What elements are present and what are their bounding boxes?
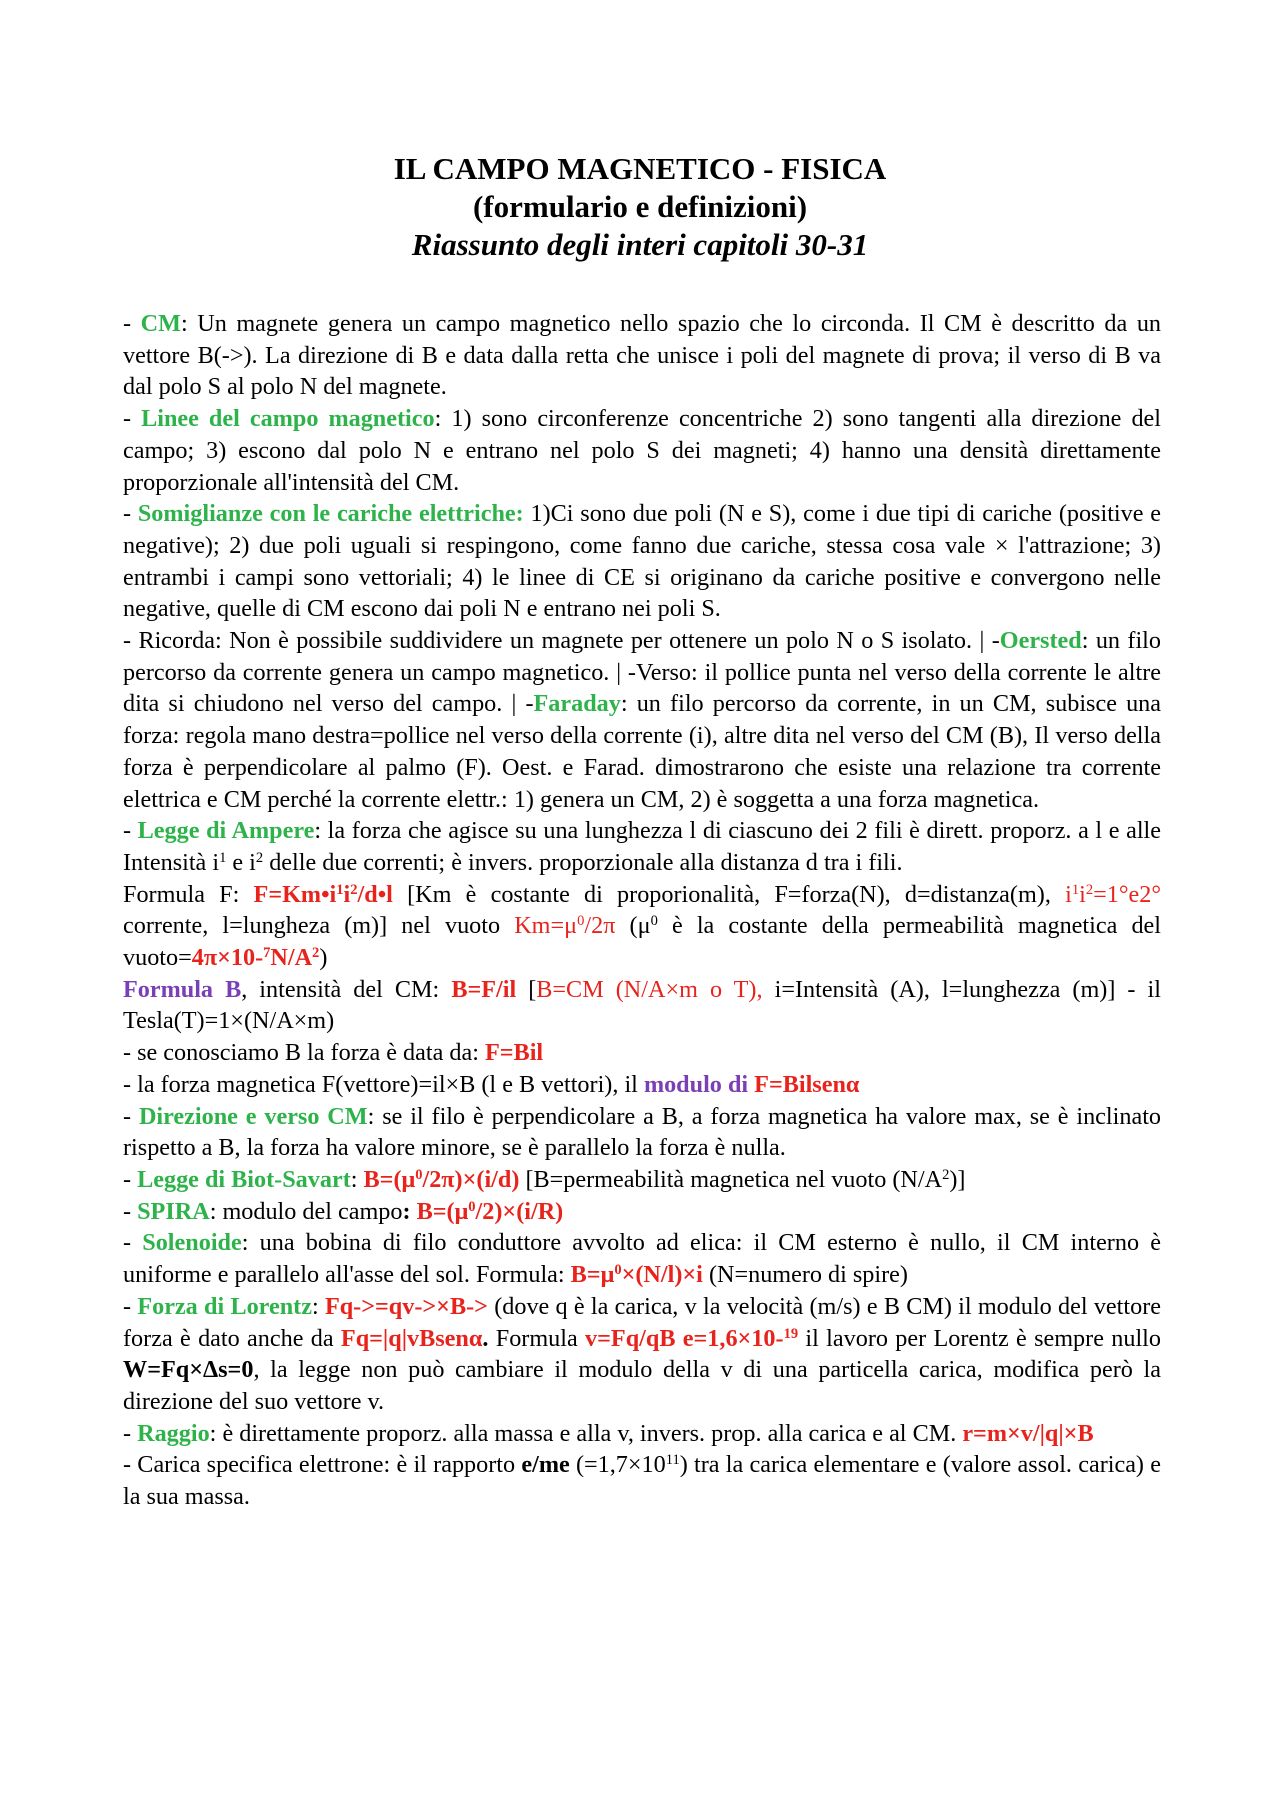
term-lorentz: Forza di Lorentz (137, 1292, 312, 1320)
paragraph-raggio (123, 1418, 1161, 1450)
faraday-text: : un filo percorso da corrente, in un CM, subisce una forza: regola mano destra=pollice nel verso della corrente (i), altre dita nel verso del CM (B), Il verso della forza è perpendicolare al palmo (F). Oest. e Farad. dimostrarono che esiste una relazione tra corrente elettrica e CM perché la corrente elettr.: 1) genera un CM, 2) è soggetta a una forza magnetica. (123, 690, 1161, 813)
formula-f-text: ) (319, 944, 328, 972)
superscript: 2 (312, 945, 320, 962)
paragraph-direzione (123, 1101, 1161, 1164)
permeability-value (192, 944, 320, 971)
term-oersted: Oersted (999, 627, 1082, 655)
formula-raggio: r=m×v/|q|×B (962, 1419, 1094, 1447)
dash: - (123, 817, 138, 845)
paragraph-carica (123, 1449, 1161, 1512)
lorentz-text: Formula (488, 1324, 586, 1352)
formula-part: /2π)×(i/d) (422, 1165, 520, 1193)
formula-part: Km=μ (514, 912, 578, 940)
formula-work: W=Fq×Δs=0 (123, 1356, 254, 1384)
paragraph-solenoide (123, 1227, 1161, 1290)
formula-spira (417, 1198, 564, 1225)
term-cm: CM (140, 310, 181, 337)
superscript: 0 (577, 913, 585, 930)
term-raggio: Raggio (137, 1419, 210, 1447)
paragraph-cm (123, 308, 1161, 403)
formula-part: B=(μ (363, 1165, 416, 1193)
somiglianze-text: 1)Ci sono due poli (N e S), come i due tipi di cariche (positive e negative); 2) due poli uguali si respingono, come fanno due cariche, stessa cosa vale × l'attrazione; 3) entrambi i campi sono vettoriali; 4) le linee di CE si originano da cariche positive e convergono nelle negative, quelle di CM escono dai poli N e entrano nei poli S. (123, 500, 1161, 623)
formula-b-text: , intensità del CM: (241, 975, 452, 1003)
term-linee: Linee del campo magnetico (141, 405, 435, 433)
current-index (1065, 881, 1161, 908)
lorentz-text: (dove q è la carica, v la velocità (m/s) e B CM) il modulo del vettore forza è dato anche da (123, 1292, 1161, 1352)
dash: - (123, 405, 142, 433)
dash: - (123, 1165, 138, 1193)
paragraph-formula-f (123, 879, 1161, 974)
formula-f-label: Formula F: (123, 880, 254, 908)
lorentz-dot: . (482, 1324, 489, 1352)
biot-text: : (350, 1165, 364, 1193)
ampere-text: delle due correnti; è invers. proporzionale alla distanza d tra i fili. (263, 848, 903, 876)
superscript: 2 (350, 881, 358, 898)
term-biot: Legge di Biot-Savart (137, 1165, 351, 1193)
formula-part: i (343, 880, 351, 908)
unit-b: B=CM (N/A×m o T), (536, 975, 763, 1003)
formula-biot (364, 1166, 520, 1193)
paragraph-linee (123, 403, 1161, 498)
solenoide-text: (N=numero di spire) (702, 1261, 908, 1289)
formula-part: N/A (270, 944, 313, 972)
formula-part: =1°e2° (1093, 880, 1161, 908)
paragraph-lorentz (123, 1291, 1161, 1418)
spira-text: : modulo del campo (209, 1197, 403, 1225)
paragraph-formula-b (123, 974, 1161, 1037)
heading-modulo: modulo di (643, 1070, 755, 1098)
superscript: 7 (263, 945, 271, 962)
term-spira: SPIRA (137, 1197, 210, 1225)
spira-colon: : (402, 1197, 417, 1225)
formula-part: B=(μ (416, 1197, 469, 1225)
formula-f-text: è la costante della permeabilità magnetica del vuoto= (123, 912, 1161, 972)
formula-b-text: i=Intensità (A), l=lunghezza (m)] - il Tesla(T)=1×(N/A×m) (123, 975, 1161, 1035)
page-subtitle: (formulario e definizioni) (472, 189, 808, 224)
paragraph-bil (123, 1037, 1161, 1069)
oersted-text: : un filo percorso da corrente genera un campo magnetico. | -Verso: il pollice punta nel verso della corrente le altre dita si chiudono nel verso del campo. | - (123, 627, 1161, 718)
formula-bil: F=Bil (485, 1039, 544, 1067)
formula-velocity (585, 1325, 798, 1352)
superscript: 19 (783, 1325, 799, 1342)
formula-f (254, 881, 393, 908)
biot-text: )] (949, 1165, 966, 1193)
linee-text: : 1) sono circonferenze concentriche 2) sono tangenti alla direzione del campo; 3) escono dal polo N e entrano nel polo S dei magneti; 4) hanno una densità direttamente proporzionale all'intensità del CM. (123, 405, 1161, 496)
document-body (123, 308, 1161, 1513)
formula-b-text: [ (516, 975, 537, 1003)
superscript: 11 (665, 1452, 680, 1469)
dash: - (123, 1292, 138, 1320)
ampere-text: : la forza che agisce su una lunghezza l di ciascuno dei 2 fili è dirett. proporz. a l e alle Intensità i (123, 817, 1162, 876)
formula-part: ×(N/l)×i (621, 1261, 703, 1289)
ricorda-text: - Ricorda: Non è possibile suddividere un magnete per ottenere un polo N o S isolato. | - (123, 627, 1000, 655)
charge-ratio: e/me (521, 1451, 570, 1479)
dash: - (123, 1419, 138, 1447)
superscript: 2 (1085, 881, 1094, 898)
formula-solenoide (571, 1261, 703, 1288)
term-ampere: Legge di Ampere (137, 817, 315, 845)
paragraph-vettore (123, 1069, 1161, 1101)
dash: - (123, 1102, 139, 1130)
superscript: 2 (255, 849, 264, 866)
vettore-text: - la forza magnetica F(vettore)=il×B (l e B vettori), il (123, 1070, 644, 1098)
bil-text: - se conosciamo B la forza è data da: (123, 1039, 485, 1067)
formula-part: F=Km•i (253, 880, 337, 908)
page-title: IL CAMPO MAGNETICO - FISICA (393, 151, 887, 186)
lorentz-text: , la legge non può cambiare il modulo della v di una particella carica, modifica però la direzione del suo vettore v. (123, 1356, 1161, 1415)
paragraph-biot (123, 1164, 1161, 1196)
formula-f-text: corrente, l=lungheza (m)] nel vuoto (123, 912, 515, 940)
formula-b: B=F/il (451, 975, 517, 1003)
carica-text: - Carica specifica elettrone: è il rapporto (123, 1451, 522, 1479)
formula-part: v=Fq/qB e=1,6×10- (585, 1324, 784, 1352)
dash: - (123, 310, 141, 337)
carica-text: ) tra la carica elementare e (valore assol. carica) e la sua massa. (123, 1451, 1161, 1511)
cm-text: : Un magnete genera un campo magnetico nello spazio che lo circonda. Il CM è descritto da un vettore B(->). La direzione di B e data dalla retta che unisce i poli del magnete di prova; il verso di B va dal polo S al polo N del magnete. (123, 310, 1162, 401)
superscript: 1 (336, 881, 344, 898)
term-direzione: Direzione e verso CM (138, 1102, 368, 1130)
dash: - (123, 1229, 143, 1257)
dash: - (123, 1197, 138, 1225)
page-summary: Riassunto degli interi capitoli 30-31 (411, 227, 869, 262)
lorentz-text: : (311, 1292, 325, 1320)
raggio-text: : è direttamente proporz. alla massa e alla v, invers. prop. alla carica e al CM. (209, 1419, 963, 1447)
formula-f-text: (μ (615, 912, 651, 940)
term-somiglianze: Somiglianze con le cariche elettriche: (137, 500, 524, 528)
superscript: 1 (219, 849, 227, 866)
title-block (0, 150, 1280, 264)
heading-formula-b: Formula B (123, 975, 242, 1003)
formula-part: i (1079, 880, 1086, 908)
formula-lorentz-modulo: Fq=|q|vBsenα (340, 1324, 483, 1352)
paragraph-somiglianze (123, 498, 1161, 625)
biot-text: [B=permeabilità magnetica nel vuoto (N/A (519, 1165, 943, 1193)
formula-part: /2)×(i/R) (475, 1197, 564, 1225)
formula-part: B=μ (570, 1261, 615, 1289)
superscript: 0 (614, 1262, 622, 1279)
superscript: 2 (942, 1167, 950, 1183)
superscript: 1 (1071, 881, 1080, 898)
dash: - (123, 500, 138, 528)
superscript: 0 (468, 1198, 476, 1215)
term-solenoide: Solenoide (142, 1229, 242, 1257)
superscript: 0 (650, 913, 658, 930)
paragraph-spira (123, 1196, 1161, 1228)
formula-part: /2π (584, 912, 616, 940)
formula-lorentz-vector: Fq->=qv->×B-> (324, 1292, 488, 1320)
term-faraday: Faraday (533, 690, 621, 718)
carica-text: (=1,7×10 (569, 1451, 666, 1479)
formula-bilsen: F=Bilsenα (754, 1070, 860, 1098)
direzione-text: : se il filo è perpendicolare a B, a forza magnetica ha valore max, se è inclinato rispetto a B, la forza ha valore minore, se è parallelo la forza è nulla. (123, 1102, 1162, 1162)
superscript: 0 (415, 1167, 423, 1183)
paragraph-ampere (123, 815, 1161, 878)
paragraph-ricorda (123, 625, 1161, 815)
solenoide-text: : una bobina di filo conduttore avvolto ad elica: il CM esterno è nullo, il CM interno è uniforme e parallelo all'asse del sol. Formula: (123, 1229, 1161, 1289)
lorentz-text: il lavoro per Lorentz è sempre nullo (798, 1324, 1161, 1352)
formula-part: i (1065, 880, 1072, 908)
km-formula (514, 912, 615, 939)
ampere-text: e i (226, 848, 256, 876)
formula-part: 4π×10- (191, 944, 264, 972)
formula-part: /d•l (357, 880, 393, 908)
formula-f-text: [Km è costante di proporionalità, F=forza(N), d=distanza(m), (392, 880, 1066, 908)
